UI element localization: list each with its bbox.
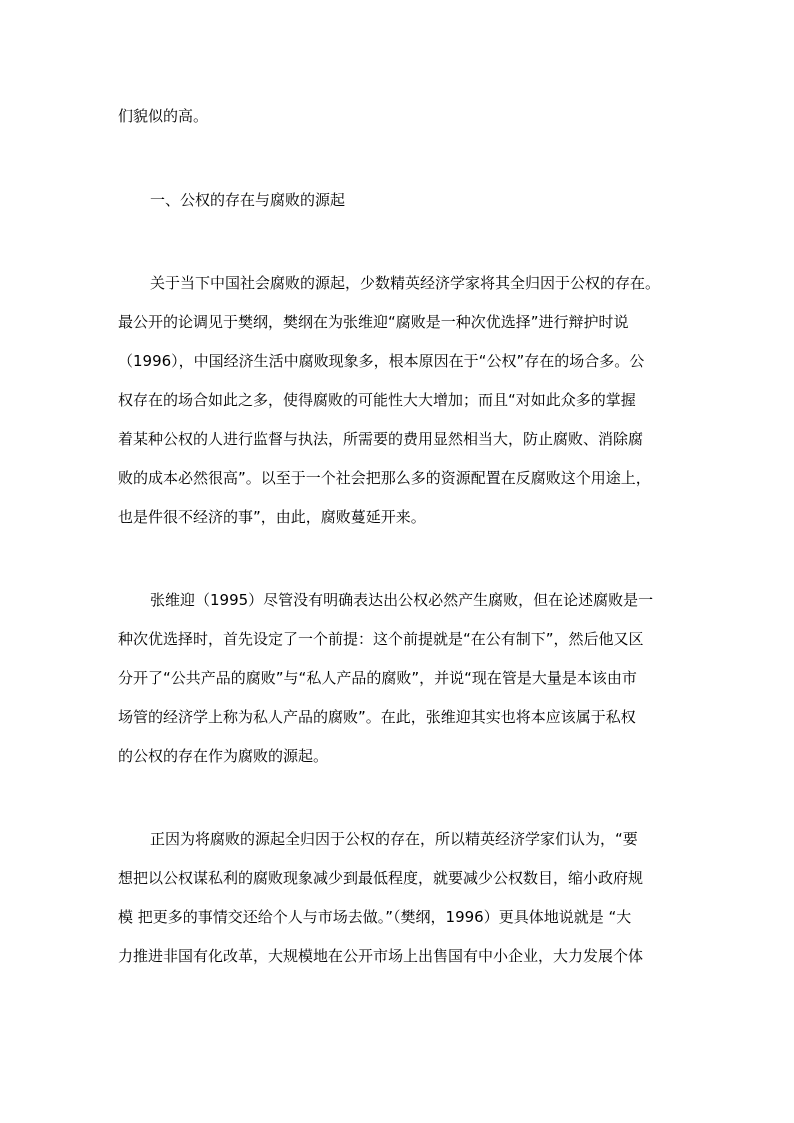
section-heading: 一、公权的存在与腐败的源起 <box>150 191 346 209</box>
paragraph-line: 分开了“公共产品的腐败”与“私人产品的腐败”，并说“现在管是大量是本该由市 <box>118 669 637 687</box>
paragraph-line: 力推进非国有化改革，大规模地在公开市场上出售国有中小企业，大力发展个体 <box>118 947 644 965</box>
paragraph-line: 权存在的场合如此之多，使得腐败的可能性大大增加；而且“对如此众多的掌握 <box>118 391 636 409</box>
fragment-line: 们貌似的高。 <box>118 107 209 125</box>
paragraph-line: （1996），中国经济生活中腐败现象多，根本原因在于“公权”存在的场合多。公 <box>118 352 645 370</box>
paragraph-line: 关于当下中国社会腐败的源起，少数精英经济学家将其全归因于公权的存在。 <box>150 274 661 292</box>
paragraph-line: 张维迎（1995）尽管没有明确表达出公权必然产生腐败，但在论述腐败是一 <box>150 591 654 609</box>
paragraph-line: 最公开的论调见于樊纲，樊纲在为张维迎“腐败是一种次优选择”进行辩护时说 <box>118 313 629 331</box>
paragraph-line: 败的成本必然很高”。以至于一个社会把那么多的资源配置在反腐败这个用途上， <box>118 469 651 487</box>
paragraph-line: 也是件很不经济的事”，由此，腐败蔓延开来。 <box>118 508 426 526</box>
paragraph-line: 的公权的存在作为腐败的源起。 <box>118 747 329 765</box>
paragraph-line: 想把以公权谋私利的腐败现象减少到最低程度，就要减少公权数目，缩小政府规 <box>118 869 644 887</box>
paragraph-line: 场管的经济学上称为私人产品的腐败”。在此，张维迎其实也将本应该属于私权 <box>118 708 636 726</box>
paragraph-line: 着某种公权的人进行监督与执法，所需要的费用显然相当大，防止腐败、消除腐 <box>118 430 644 448</box>
paragraph-line: 正因为将腐败的源起全归因于公权的存在，所以精英经济学家们认为，“要 <box>150 830 638 848</box>
paragraph-line: 模 把更多的事情交还给个人与市场去做。”（樊纲，1996）更具体地说就是 “大 <box>118 908 632 926</box>
paragraph-line: 种次优选择时，首先设定了一个前提：这个前提就是“在公有制下”，然后他又区 <box>118 630 644 648</box>
